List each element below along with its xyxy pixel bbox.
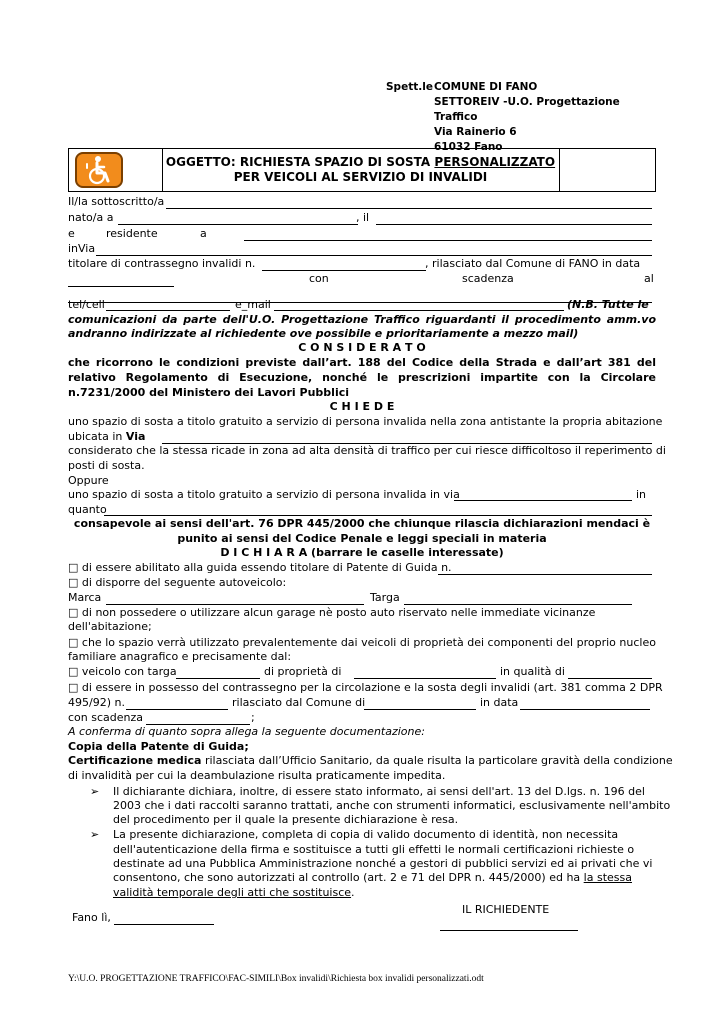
address-line: SETTOREIV -U.O. Progettazione [434,96,620,108]
checkbox-icon[interactable]: □ [68,606,79,619]
arrow-bullet-icon: ➢ [90,828,100,841]
autocert-text: La presente dichiarazione, completa di copia di valido documento di identità, non necessita [113,828,619,841]
considerato-text: che ricorrono le condizioni previste dall’art. 188 del Codice della Strada e dall’art 381 del [68,356,656,369]
titolare-rilascio-label: , rilasciato dal Comune di FANO in data [425,257,641,270]
residence-field[interactable] [244,240,652,241]
veicolo-targa-field[interactable] [176,678,260,679]
proprietario-field[interactable] [354,678,496,679]
targa-label: Targa [370,591,400,604]
residente-label: residente [106,227,158,240]
dichiara-title: D I C H I A R A [220,546,308,559]
invia-label: inVia [68,242,96,255]
subject-line2: PER VEICOLI AL SERVIZIO DI INVALIDI [233,170,488,184]
birthplace-field[interactable] [118,224,358,225]
checkbox-garage[interactable] [68,606,595,619]
checkbox-icon[interactable]: □ [68,636,79,649]
data-field[interactable] [520,709,650,710]
comune-field[interactable] [364,709,476,710]
contrassegno-n-label: 495/92) n. [68,696,125,709]
chiede-heading: C H I E D E [329,400,395,413]
telcell-label: tel/cell [68,298,105,311]
checkbox-icon[interactable]: □ [68,665,79,678]
checkbox-veicolo[interactable] [68,665,177,678]
scadenza-label: con scadenza [68,711,144,724]
telcell-field[interactable] [106,310,230,311]
titolare-label: titolare di contrassegno invalidi n. [68,257,256,270]
allegati-intro: A conferma di quanto sopra allega la seguente documentazione: [68,725,425,738]
qualita-label: in qualità di [500,665,565,678]
autocert-text [113,886,355,899]
date-field[interactable] [114,924,214,925]
subject-text: OGGETTO: RICHIESTA SPAZIO DI SOSTA [165,155,435,169]
consapevole-text: consapevole ai sensi dell'art. 76 DPR 445/2000 che chiunque rilascia dichiarazioni mendaci è [73,517,651,530]
oppure-text: Oppure [68,474,109,487]
nucleo-label: che lo spazio verrà utilizzato prevalentemente dai veicoli di proprietà dei componenti del proprio nucleo [81,636,656,649]
checkbox-contrassegno[interactable] [68,681,663,694]
privacy-text: Il dichiarante dichiara, inoltre, di essere stato informato, ai sensi dell'art. 13 del D.lgs. n. 196 del [113,785,645,798]
email-label: e_mail [235,298,271,311]
privacy-text: del procedimento per il quale la presente dichiarazione è resa. [113,813,459,826]
in-label: in [636,488,647,501]
dichiara-subtitle: (barrare le caselle interessate) [307,546,504,559]
al-label: al [644,272,654,285]
qualita-field[interactable] [568,678,652,679]
via-label: Via [125,430,146,443]
considerato-heading: C O N S I D E R A T O [298,341,426,354]
considerato-text: n.7231/2000 del Ministero dei Lavori Pubblici [68,386,350,399]
certificazione-text: rilasciata dall’Ufficio Sanitario, da quale risulta la particolare gravità della condizione [201,754,673,767]
autocert-text-part: consentono, che sono autorizzati al controllo (art. 2 e 71 del DPR n. 445/2000) ed ha [113,871,584,884]
checkbox-icon[interactable]: □ [68,681,79,694]
street-field[interactable] [96,255,652,256]
ubicata-label [68,430,145,443]
nb-note: (N.B. Tutte le [567,298,649,311]
checkbox-patente[interactable] [68,561,452,574]
considerato-text: relativo Regolamento di Esecuzione, nonché le prescrizioni impartite con la Circolare [68,371,656,384]
file-path-footer: Y:\U.O. PROGETTAZIONE TRAFFICO\FAC-SIMILI\Box invalidi\Richiesta box invalidi personalizzati.odt [68,974,484,984]
address-line: 61032 Fano [434,141,503,153]
certificazione-title: Certificazione medica [68,754,202,767]
subject-box [68,148,656,192]
address-line: COMUNE DI FANO [434,81,538,93]
chiede-text: posti di sosta. [68,459,145,472]
scadenza-field[interactable] [68,302,652,303]
checkbox-autoveicolo[interactable] [68,576,286,589]
e-label: e [68,227,75,240]
signature-field[interactable] [440,930,578,931]
dichiara-heading [68,546,656,559]
address-line: Traffico [434,111,478,123]
quanto-field[interactable] [104,515,652,516]
semicolon: ; [251,711,255,724]
wheelchair-icon [75,152,123,188]
checkbox-nucleo[interactable] [68,636,656,649]
autocert-underlined: la stessa [583,871,632,884]
contrassegno-label: di essere in possesso del contrassegno per la circolazione e la sosta degli invalidi (art. 381 comma 2 DPR [81,681,663,694]
autocert-text: destinate ad una Pubblica Amministrazione nonché a gestori di pubblici servizi ed ai privati che vi [113,857,653,870]
autocert-text: dell'autenticazione della firma e sostituisce a tutti gli effetti le normali certificazioni richieste o [113,843,635,856]
targa-field[interactable] [404,604,632,605]
sottoscritto-label: Il/la sottoscritto/a [68,195,165,208]
contrassegno-number-field[interactable] [262,270,426,271]
marca-field[interactable] [106,604,364,605]
chiede-text: uno spazio di sosta a titolo gratuito a servizio di persona invalida nella zona antistante la propria abitazione [68,415,663,428]
address-line: Via Rainerio 6 [434,126,517,138]
nb-note: andranno indirizzate al richiedente ove possibile e prioritariamente a mezzo mail) [68,327,579,340]
garage-label: dell'abitazione; [68,620,152,633]
con-label: con [309,272,329,285]
comune-label: rilasciato dal Comune di [232,696,366,709]
patente-label: di essere abilitato alla guida essendo titolare di Patente di Guida n. [81,561,452,574]
checkbox-icon[interactable]: □ [68,561,79,574]
patente-number-field[interactable] [438,574,652,575]
place-date-label: Fano lì, [72,911,111,924]
email-field[interactable] [274,310,564,311]
veicolo-label: veicolo con targa [81,665,177,678]
autocert-text-part: . [351,886,355,899]
via-alt-field[interactable] [454,500,632,501]
chiede-text: considerato che la stessa ricade in zona ad alta densità di traffico per cui riesce difficoltoso il reperimento di [68,444,666,457]
scadenza-label: scadenza [462,272,514,285]
garage-label: di non possedere o utilizzare alcun garage nè posto auto riservato nelle immediate vicinanze [81,606,596,619]
privacy-text: 2003 che i dati raccolti saranno trattati, anche con strumenti informatici, esclusivamente nell'ambito [113,799,671,812]
allegato-patente: Copia della Patente di Guida; [68,740,249,753]
a-label: a [200,227,207,240]
ubicata-text: ubicata in [68,430,126,443]
data-label: in data [480,696,519,709]
nucleo-label: familiare anagrafico e precisamente dal: [68,650,292,663]
arrow-bullet-icon: ➢ [90,785,100,798]
allegato-certificazione [68,754,673,767]
quanto-label: quanto [68,503,107,516]
autocert-underlined: validità temporale degli atti che sostituisce [113,886,352,899]
subject-underlined: PERSONALIZZATO [434,155,556,169]
subject-title [162,155,559,185]
consapevole-text: punito ai sensi del Codice Penale e leggi speciali in materia [177,532,547,545]
il-label: , il [356,211,370,224]
sottoscritto-field[interactable] [166,208,652,209]
checkbox-icon[interactable]: □ [68,576,79,589]
richiedente-label: IL RICHIEDENTE [462,903,550,916]
address-label: Spett.le [386,81,433,93]
nato-label: nato/a a [68,211,114,224]
marca-label: Marca [68,591,102,604]
nb-note: comunicazioni da parte dell'U.O. Progettazione Traffico riguardanti il procedimento amm.vo [68,313,656,326]
autoveicolo-label: di disporre del seguente autoveicolo: [81,576,287,589]
contrassegno-n-field[interactable] [126,709,228,710]
proprieta-label: di proprietà di [264,665,342,678]
birthdate-field[interactable] [376,224,652,225]
autocert-text [113,871,632,884]
allegato-certificazione-text: di invalidità per cui la deambulazione risulta praticamente impedita. [68,769,446,782]
contrassegno-date-field[interactable] [68,286,174,287]
chiede-text: uno spazio di sosta a titolo gratuito a servizio di persona invalida in via [68,488,460,501]
